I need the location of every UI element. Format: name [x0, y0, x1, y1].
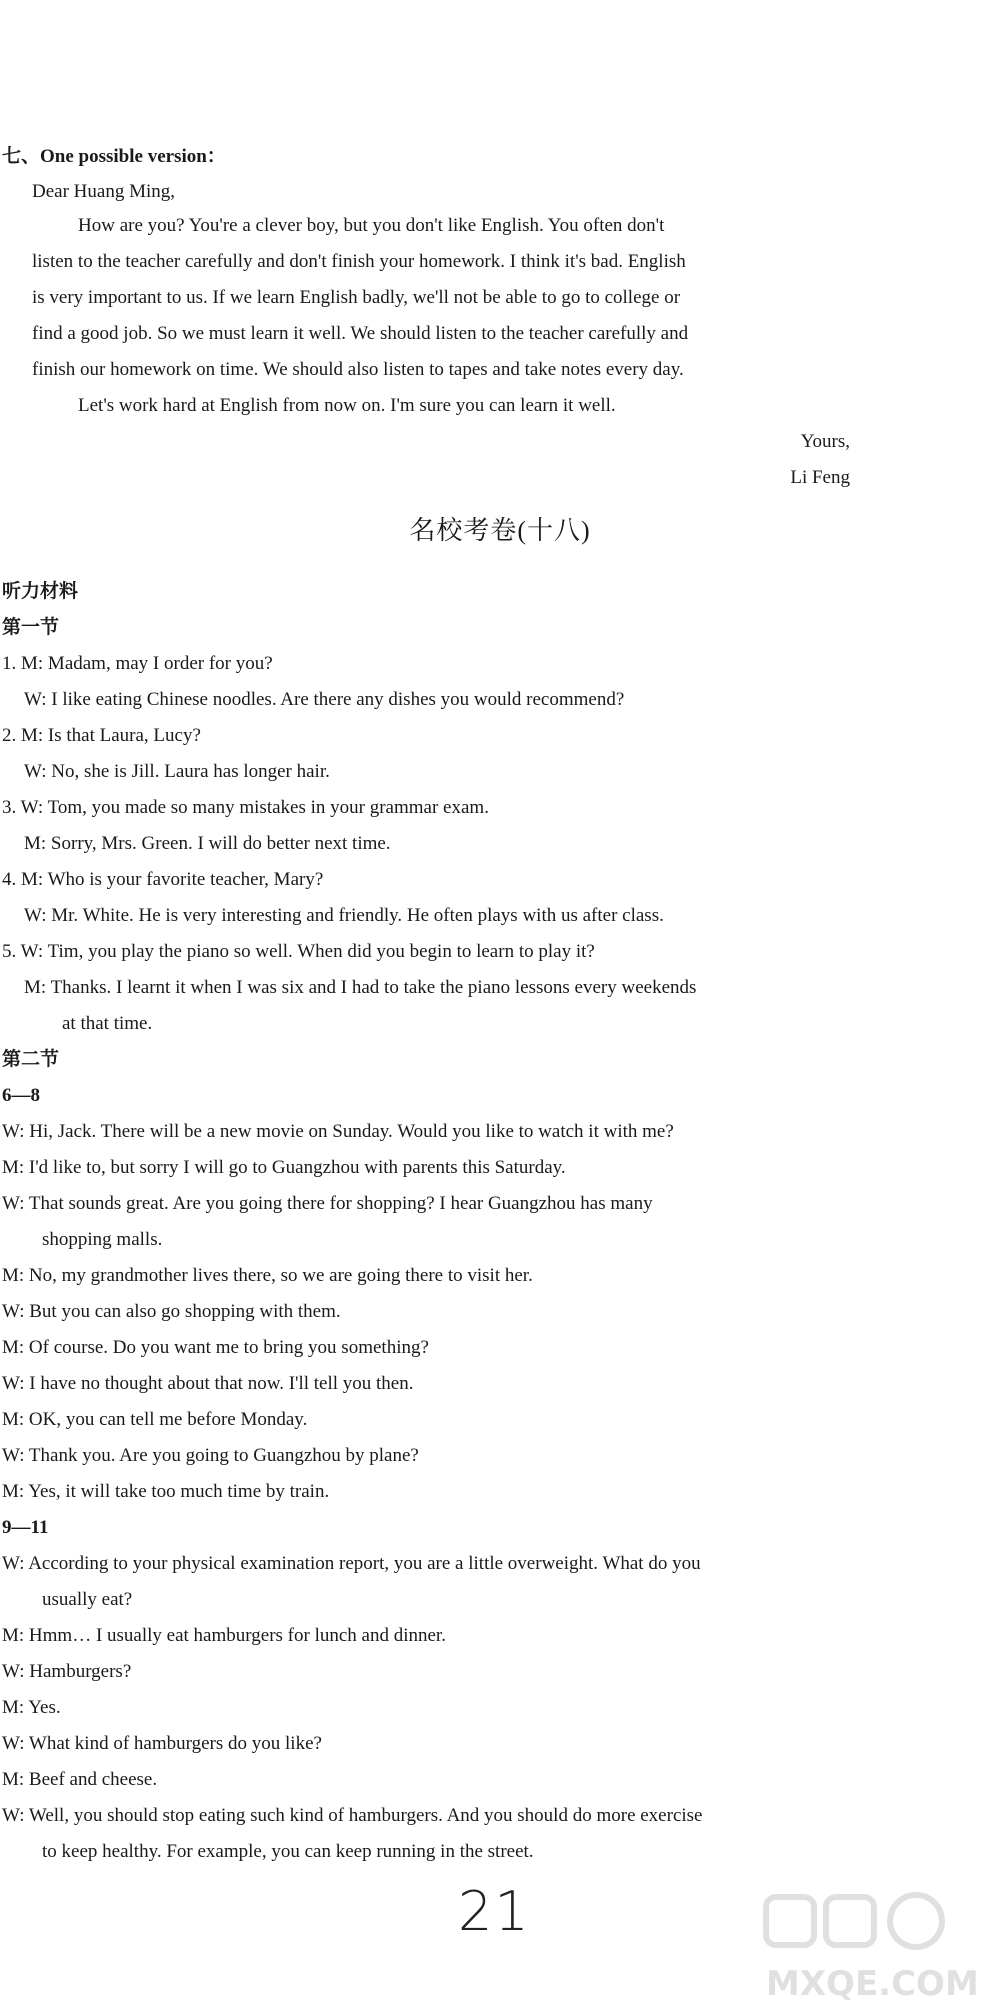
letter-signature: Li Feng — [790, 467, 850, 488]
essay-line: Let's work hard at English from now on. I'm sure you can learn it well. — [78, 395, 616, 416]
watermark-glyph-shape — [826, 1897, 874, 1945]
part1-heading: 第一节 — [2, 617, 60, 638]
dialogue-line: W: What kind of hamburgers do you like? — [2, 1733, 322, 1754]
letter-greeting: Dear Huang Ming, — [32, 181, 175, 202]
dialogue-line: W: I have no thought about that now. I'll tell you then. — [2, 1373, 414, 1394]
dialogue-line: W: Hamburgers? — [2, 1661, 132, 1682]
essay-line: find a good job. So we must learn it well. We should listen to the teacher carefully and — [32, 323, 689, 344]
exam-title: 名校考卷(十八) — [409, 516, 591, 545]
dialogue-line: W: Hi, Jack. There will be a new movie on Sunday. Would you like to watch it with me? — [2, 1121, 674, 1142]
dialogue-line: M: No, my grandmother lives there, so we are going there to visit her. — [2, 1265, 533, 1286]
group-label: 9—11 — [2, 1517, 49, 1538]
listening-heading: 听力材料 — [2, 581, 79, 602]
dialogue-line: 5. W: Tim, you play the piano so well. When did you begin to learn to play it? — [2, 941, 595, 962]
dialogue-line: M: I'd like to, but sorry I will go to Guangzhou with parents this Saturday. — [2, 1157, 566, 1178]
dialogue-line: W: Mr. White. He is very interesting and friendly. He often plays with us after class. — [24, 905, 664, 926]
dialogue-line: M: Yes. — [2, 1697, 61, 1718]
essay-line: How are you? You're a clever boy, but you don't like English. You often don't — [78, 215, 665, 236]
dialogue-line: M: Yes, it will take too much time by train. — [2, 1481, 330, 1502]
dialogue-line: shopping malls. — [42, 1229, 163, 1250]
letter-closing: Yours, — [800, 431, 850, 452]
dialogue-line: W: I like eating Chinese noodles. Are there any dishes you would recommend? — [24, 689, 625, 710]
dialogue-line: 2. M: Is that Laura, Lucy? — [2, 725, 201, 746]
dialogue-line: W: According to your physical examination report, you are a little overweight. What do you — [2, 1553, 701, 1574]
essay-line: is very important to us. If we learn English badly, we'll not be able to go to college or — [32, 287, 681, 308]
dialogue-line: W: Well, you should stop eating such kind of hamburgers. And you should do more exercise — [2, 1805, 703, 1826]
dialogue-line: M: OK, you can tell me before Monday. — [2, 1409, 308, 1430]
dialogue-line: 1. M: Madam, may I order for you? — [2, 653, 273, 674]
dialogue-line: W: But you can also go shopping with them. — [2, 1301, 341, 1322]
essay-line: finish our homework on time. We should also listen to tapes and take notes every day. — [32, 359, 684, 380]
page-number: 21 — [458, 1880, 531, 1943]
dialogue-line: M: Hmm… I usually eat hamburgers for lunch and dinner. — [2, 1625, 446, 1646]
dialogue-line: 4. M: Who is your favorite teacher, Mary? — [2, 869, 324, 890]
dialogue-line: M: Beef and cheese. — [2, 1769, 158, 1790]
watermark-glyph-shape — [890, 1895, 942, 1947]
watermark-glyph-shape — [766, 1897, 814, 1945]
dialogue-line: W: That sounds great. Are you going there for shopping? I hear Guangzhou has many — [2, 1193, 653, 1214]
dialogue-line: M: Sorry, Mrs. Green. I will do better next time. — [24, 833, 391, 854]
dialogue-line: W: Thank you. Are you going to Guangzhou by plane? — [2, 1445, 419, 1466]
dialogue-line: M: Of course. Do you want me to bring you something? — [2, 1337, 429, 1358]
dialogue-line: to keep healthy. For example, you can keep running in the street. — [42, 1841, 534, 1862]
essay-line: listen to the teacher carefully and don't finish your homework. I think it's bad. English — [32, 251, 686, 272]
group-label: 6—8 — [2, 1085, 40, 1106]
part2-heading: 第二节 — [2, 1049, 60, 1070]
dialogue-line: usually eat? — [42, 1589, 133, 1610]
dialogue-line: at that time. — [62, 1013, 153, 1034]
watermark-text: MXQE.COM — [766, 1964, 979, 2004]
section-heading: 七、One possible version： — [2, 146, 226, 167]
dialogue-line: M: Thanks. I learnt it when I was six and I had to take the piano lessons every weekends — [24, 977, 697, 998]
dialogue-line: 3. W: Tom, you made so many mistakes in your grammar exam. — [2, 797, 489, 818]
watermark-logo — [756, 1887, 986, 2007]
dialogue-line: W: No, she is Jill. Laura has longer hair. — [24, 761, 330, 782]
